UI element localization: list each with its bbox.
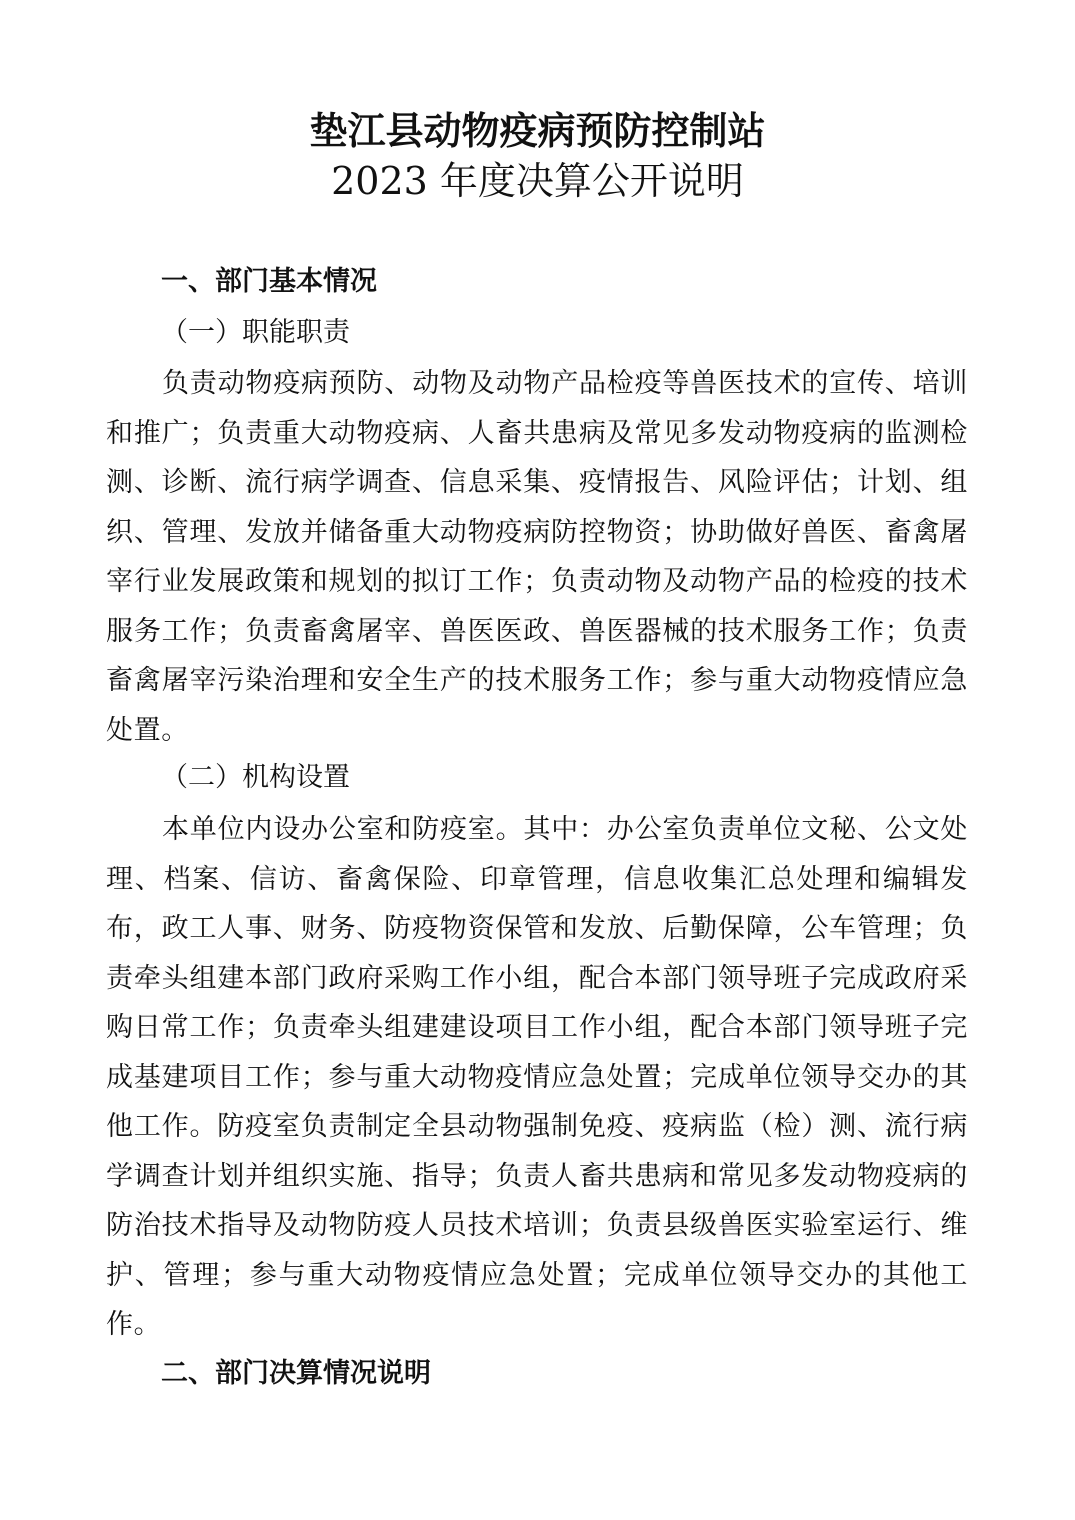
subsection-heading-functions: （一）职能职责: [161, 317, 350, 348]
organization-paragraph: 本单位内设办公室和防疫室。其中：办公室负责单位文秘、公文处理、档案、信访、畜禽保险、印章管理，信息收集汇总处理和编辑发布，政工人事、财务、防疫物资保管和发放、后勤保障，公车管理；负责牵头组建本部门政府采购工作小组，配合本部门领导班子完成政府采购日常工作；负责牵头组建建设项目工作小组，配合本部门领导班子完成基建项目工作；参与重大动物疫情应急处置；完成单位领导交办的其他工作。防疫室负责制定全县动物强制免疫、疫病监（检）测、流行病学调查计划并组织实施、指导；负责人畜共患病和常见多发动物疫病的防治技术指导及动物防疫人员技术培训；负责县级兽医实验室运行、维护、管理；参与重大动物疫情应急处置；完成单位领导交办的其他工作。: [106, 814, 968, 1340]
functions-paragraph: 负责动物疫病预防、动物及动物产品检疫等兽医技术的宣传、培训和推广；负责重大动物疫病、人畜共患病及常见多发动物疫病的监测检测、诊断、流行病学调查、信息采集、疫情报告、风险评估；计划、组织、管理、发放并储备重大动物疫病防控物资；协助做好兽医、畜禽屠宰行业发展政策和规划的拟订工作；负责动物及动物产品的检疫的技术服务工作；负责畜禽屠宰、兽医医政、兽医器械的技术服务工作；负责畜禽屠宰污染治理和安全生产的技术服务工作；参与重大动物疫情应急处置。: [106, 368, 968, 746]
subsection-heading-organization: （二）机构设置: [161, 762, 350, 793]
document-title: 垫江县动物疫病预防控制站: [309, 108, 766, 153]
section-heading-final-accounts: 二、部门决算情况说明: [161, 1358, 431, 1389]
document-subtitle: 2023 年度决算公开说明: [331, 159, 744, 203]
section-heading-basic-info: 一、部门基本情况: [161, 266, 377, 297]
